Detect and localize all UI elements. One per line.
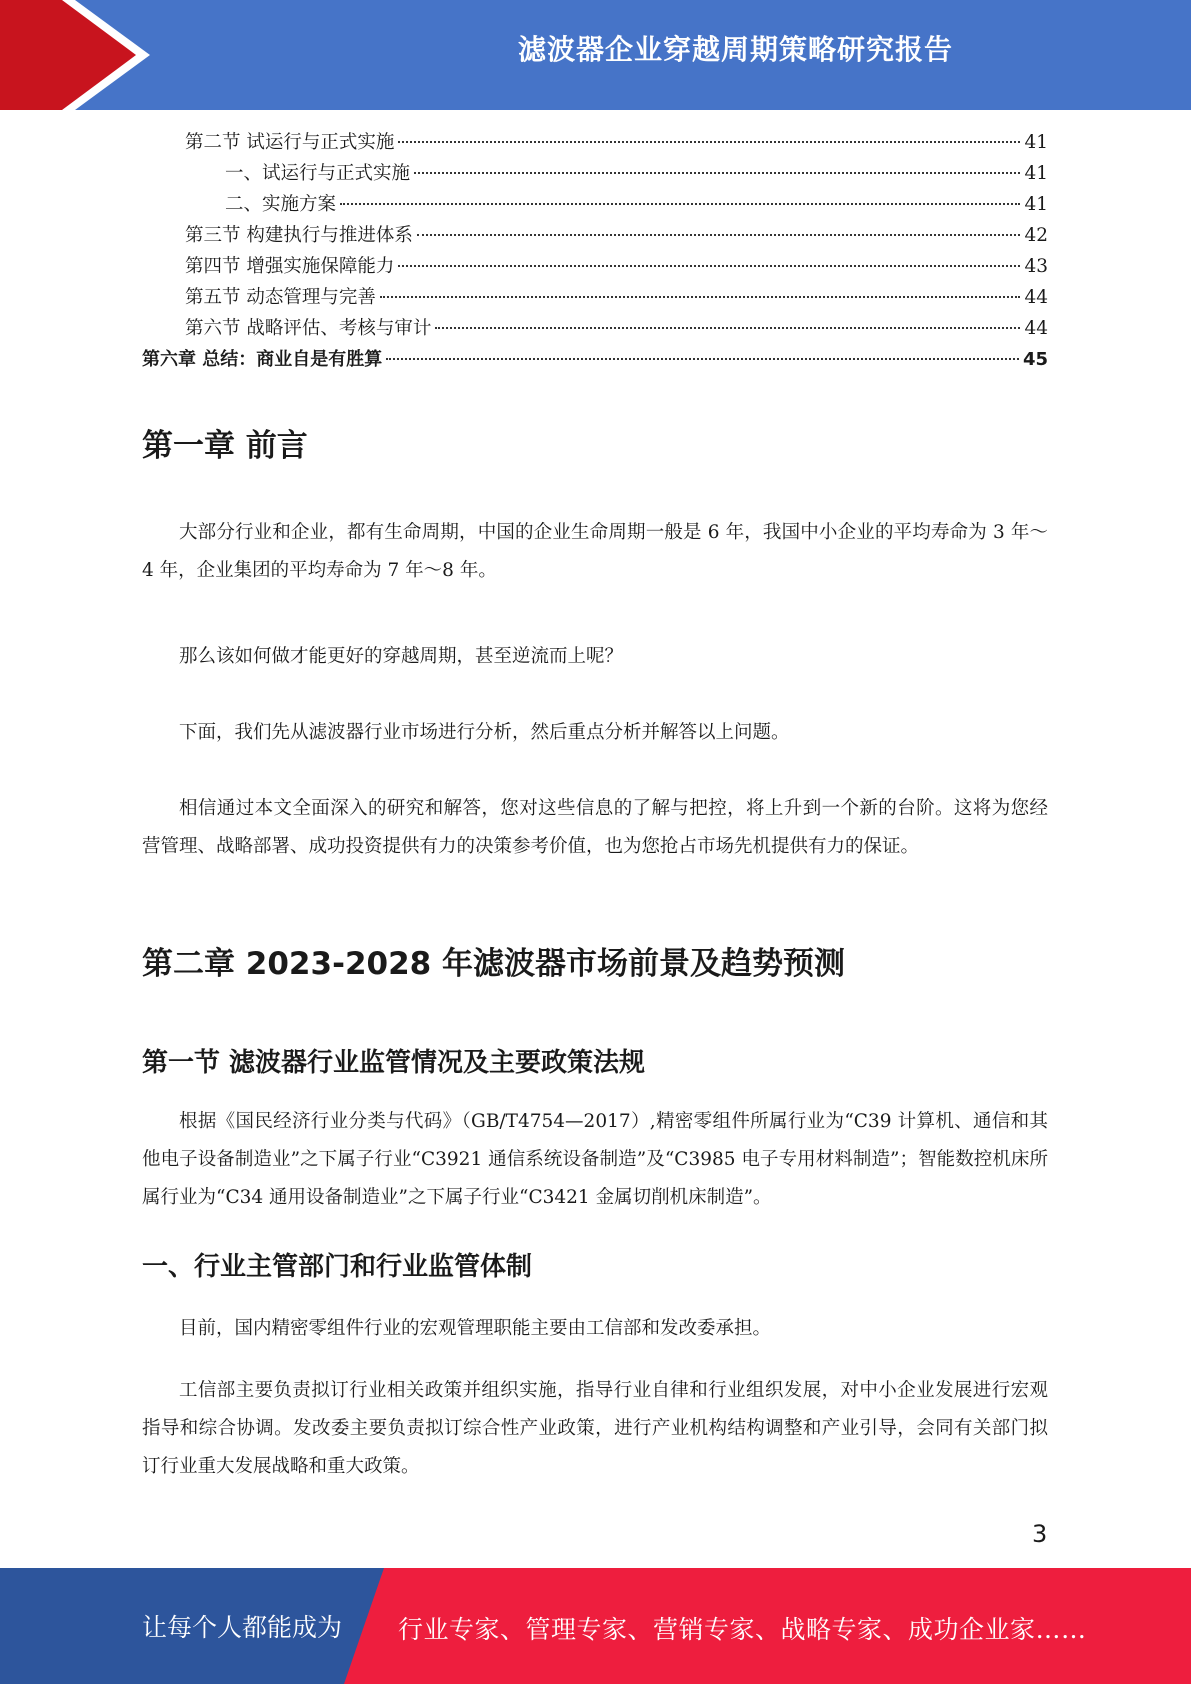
toc-entry[interactable]: 第五节 动态管理与完善 44	[185, 287, 1048, 308]
paragraph: 那么该如何做才能更好的穿越周期，甚至逆流而上呢？	[179, 646, 624, 667]
toc-entry[interactable]: 第二节 试运行与正式实施 41	[185, 132, 1048, 153]
toc-entry-chapter[interactable]: 第六章 总结：商业自是有胜算 45	[142, 349, 1048, 370]
paragraph: 工信部主要负责拟订行业相关政策并组织实施，指导行业自律和行业组织发展，对中小企业发展进行宏观指导和综合协调。发改委主要负责拟订综合性产业政策，进行产业机构结构调整和产业引导，会同有关部门拟订行业重大发展战略和重大政策。	[142, 1380, 1048, 1477]
subsection-heading: 一、行业主管部门和行业监管体制	[142, 1252, 533, 1282]
footer-slogan-left: 让每个人都能成为	[142, 1613, 343, 1642]
chapter-2-heading: 第二章 2023-2028 年滤波器市场前景及趋势预测	[142, 946, 846, 982]
paragraph: 下面，我们先从滤波器行业市场进行分析，然后重点分析并解答以上问题。	[179, 722, 790, 743]
report-title: 滤波器企业穿越周期策略研究报告	[517, 33, 953, 66]
toc-entry[interactable]: 第三节 构建执行与推进体系 42	[185, 225, 1048, 246]
paragraph: 目前，国内精密零组件行业的宏观管理职能主要由工信部和发改委承担。	[179, 1318, 772, 1339]
toc-entry[interactable]: 二、实施方案 41	[225, 194, 1048, 215]
footer-slogan-right: 行业专家、管理专家、营销专家、战略专家、成功企业家……	[398, 1615, 1087, 1644]
page-number: 3	[1032, 1520, 1048, 1548]
paragraph: 根据《国民经济行业分类与代码》（GB/T4754—2017）,精密零组件所属行业为“C39 计算机、通信和其他电子设备制造业”之下属子行业“C3921 通信系统设备制造”及“C3985 电子专用材料制造”；智能数控机床所属行业为“C34 通用设备制造业”之下属子行业“C3421 金属切削机床制造”。	[142, 1111, 1048, 1208]
toc-entry[interactable]: 第六节 战略评估、考核与审计 44	[185, 318, 1048, 339]
toc-entry[interactable]: 第四节 增强实施保障能力 43	[185, 256, 1048, 277]
toc-entry[interactable]: 一、试运行与正式实施 41	[225, 163, 1048, 184]
table-of-contents	[142, 128, 1048, 376]
paragraph: 相信通过本文全面深入的研究和解答，您对这些信息的了解与把控，将上升到一个新的台阶。这将为您经营管理、战略部署、成功投资提供有力的决策参考价值，也为您抢占市场先机提供有力的保证。	[142, 798, 1048, 857]
page-footer	[0, 1568, 1191, 1684]
section-heading: 第一节 滤波器行业监管情况及主要政策法规	[142, 1048, 646, 1078]
chapter-1-heading: 第一章 前言	[142, 428, 308, 464]
paragraph: 大部分行业和企业，都有生命周期，中国的企业生命周期一般是 6 年，我国中小企业的平均寿命为 3 年～4 年，企业集团的平均寿命为 7 年～8 年。	[142, 522, 1048, 581]
page-header	[0, 0, 1191, 110]
